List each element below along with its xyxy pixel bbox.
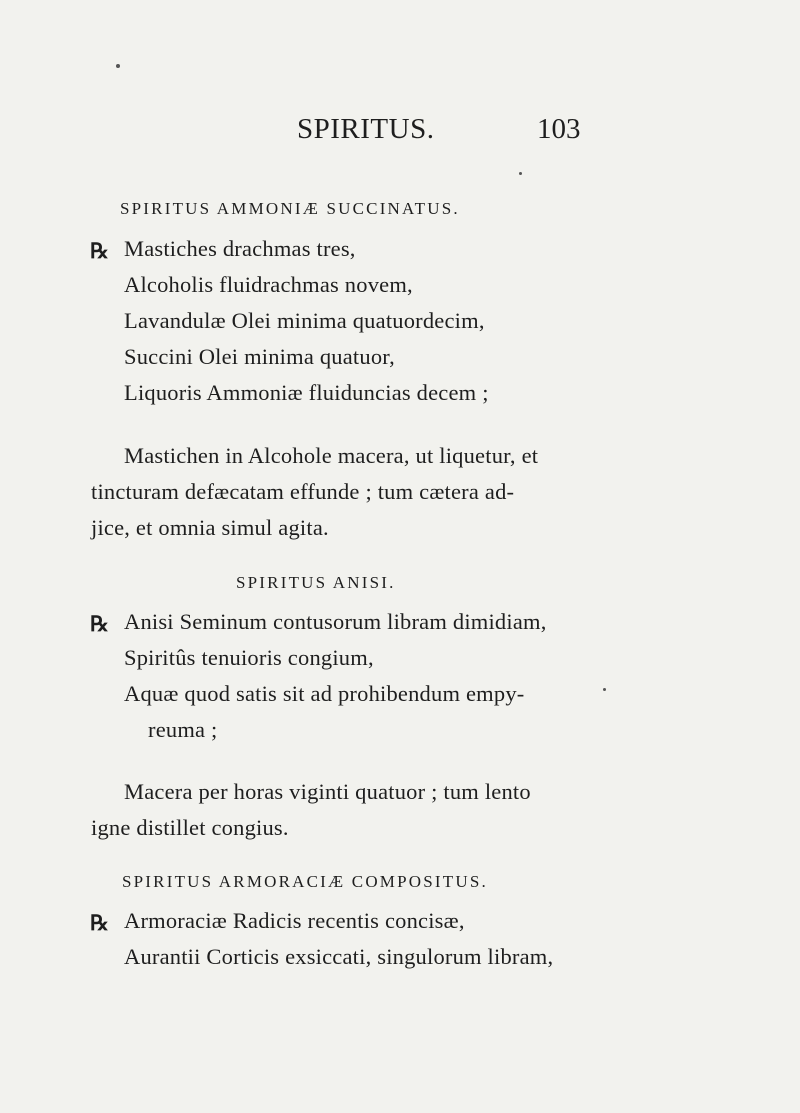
running-title: SPIRITUS. <box>297 113 435 145</box>
recipe-line: Armoraciæ Radicis recentis concisæ, <box>124 908 465 933</box>
recipe-line: Mastiches drachmas tres, <box>124 236 356 261</box>
recipe-line: Succini Olei minima quatuor, <box>124 344 395 369</box>
rx-icon: ℞ <box>90 611 109 636</box>
page-number: 103 <box>537 113 581 145</box>
directions-line: Mastichen in Alcohole macera, ut liquetur, et <box>124 443 539 468</box>
directions-line: igne distillet congius. <box>91 815 289 840</box>
ink-speck <box>116 64 120 68</box>
recipe-line: reuma ; <box>148 717 218 742</box>
recipe-line: Alcoholis fluidrachmas novem, <box>124 272 413 297</box>
ink-speck <box>603 688 606 691</box>
directions-line: tincturam defæcatam effunde ; tum cætera ad- <box>91 479 515 504</box>
section-title: SPIRITUS ANISI. <box>236 573 396 592</box>
section-title: SPIRITUS ARMORACIÆ COMPOSITUS. <box>122 872 488 891</box>
recipe-line: Lavandulæ Olei minima quatuordecim, <box>124 308 485 333</box>
directions-line: jice, et omnia simul agita. <box>91 515 329 540</box>
section-title: SPIRITUS AMMONIÆ SUCCINATUS. <box>120 199 460 218</box>
recipe-line: Aurantii Corticis exsiccati, singulorum libram, <box>124 944 554 969</box>
recipe-line: Anisi Seminum contusorum libram dimidiam, <box>124 609 547 634</box>
directions-line: Macera per horas viginti quatuor ; tum lento <box>124 779 531 804</box>
rx-icon: ℞ <box>90 910 109 935</box>
recipe-line: Aquæ quod satis sit ad prohibendum empy- <box>124 681 525 706</box>
recipe-line: Liquoris Ammoniæ fluiduncias decem ; <box>124 380 489 405</box>
recipe-line: Spiritûs tenuioris congium, <box>124 645 374 670</box>
rx-icon: ℞ <box>90 238 109 263</box>
ink-speck <box>519 172 522 175</box>
